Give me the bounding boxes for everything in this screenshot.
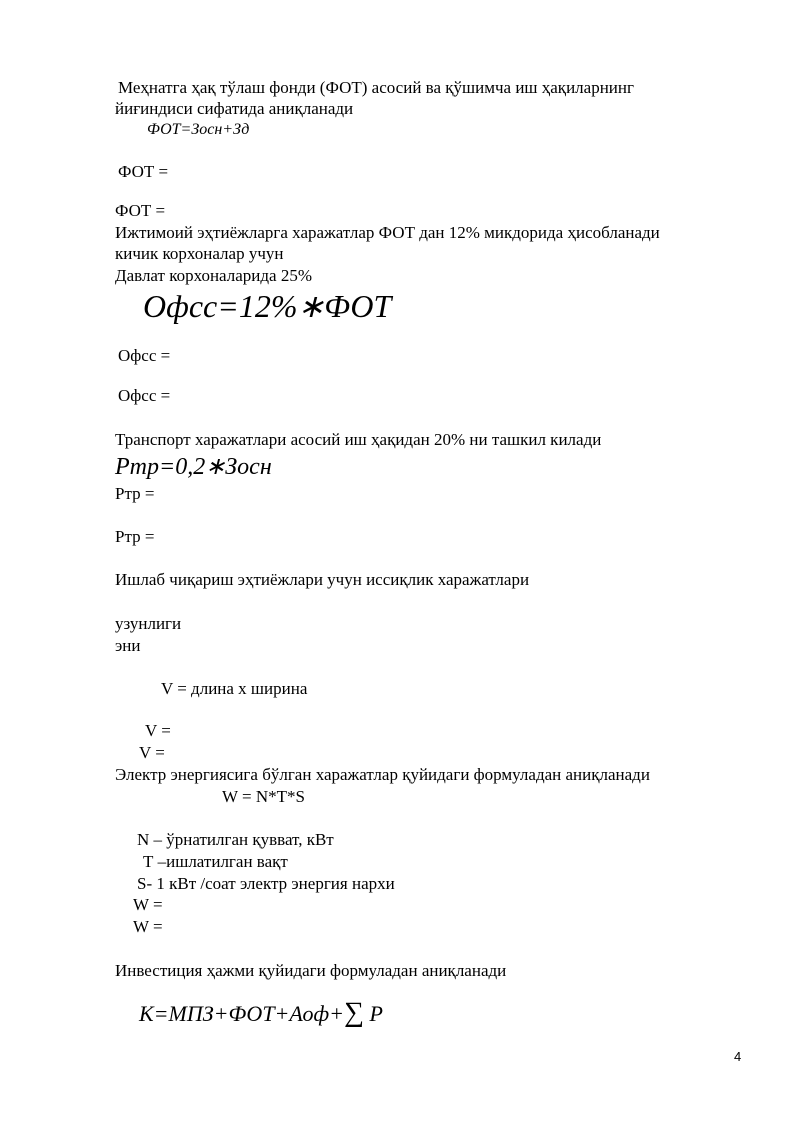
sigma-symbol: ∑ (343, 997, 364, 1028)
text-line: йиғиндиси сифатида аниқланади (115, 99, 354, 118)
w-equation: W = (133, 917, 163, 936)
definition-t: Т –ишлатилган вақт (143, 852, 288, 871)
formula-rtr: Ртр=0,2∗Зосн (115, 454, 272, 480)
fot-equation: ФОТ = (118, 162, 169, 181)
text-line: кичик корхоналар учун (115, 244, 284, 263)
text-line: Давлат корхоналарида 25% (115, 266, 312, 285)
w-equation: W = (133, 895, 163, 914)
text-line: Меҳнатга ҳақ тўлаш фонди (ФОТ) асосий ва қўшимча иш ҳақиларнинг (118, 78, 634, 97)
text-line: Ишлаб чиқариш эҳтиёжлари учун иссиқлик харажатлари (115, 570, 530, 589)
text-line: узунлиги (115, 614, 182, 633)
text-line: Ижтимоий эҳтиёжларга харажатлар ФОТ дан 12% микдорида ҳисобланади (115, 223, 660, 242)
formula-k-left: K=МПЗ+ФОТ+Аоф+ (139, 1001, 344, 1026)
formula-volume: V = длина х ширина (161, 679, 308, 698)
text-line: Транспорт харажатлари асосий иш ҳақидан 20% ни ташкил килади (115, 430, 602, 449)
v-equation: V = (145, 721, 171, 740)
formula-k-right: P (369, 1001, 383, 1026)
formula-k (139, 998, 383, 1029)
rtr-equation: Ртр = (115, 527, 155, 546)
definition-n: N – ўрнатилган қувват, кВт (137, 830, 334, 849)
ofss-equation: Офсс = (118, 386, 171, 405)
definition-s: S- 1 кВт /соат электр энергия нархи (137, 874, 395, 893)
text-line: Инвестиция ҳажми қуйидаги формуладан аниқланади (115, 961, 507, 980)
text-line: Электр энергиясига бўлган харажатлар қуйидаги формуладан аниқланади (115, 765, 650, 784)
rtr-equation: Ртр = (115, 484, 155, 503)
formula-w: W = N*T*S (222, 787, 305, 806)
page-number: 4 (734, 1049, 742, 1064)
formula-fot: ФОТ=Зосн+Зд (147, 121, 250, 138)
formula-ofss: Офсс=12%∗ФОТ (143, 288, 392, 324)
ofss-equation: Офсс = (118, 346, 171, 365)
v-equation: V = (139, 743, 165, 762)
fot-equation: ФОТ = (115, 201, 166, 220)
text-line: эни (115, 636, 141, 655)
